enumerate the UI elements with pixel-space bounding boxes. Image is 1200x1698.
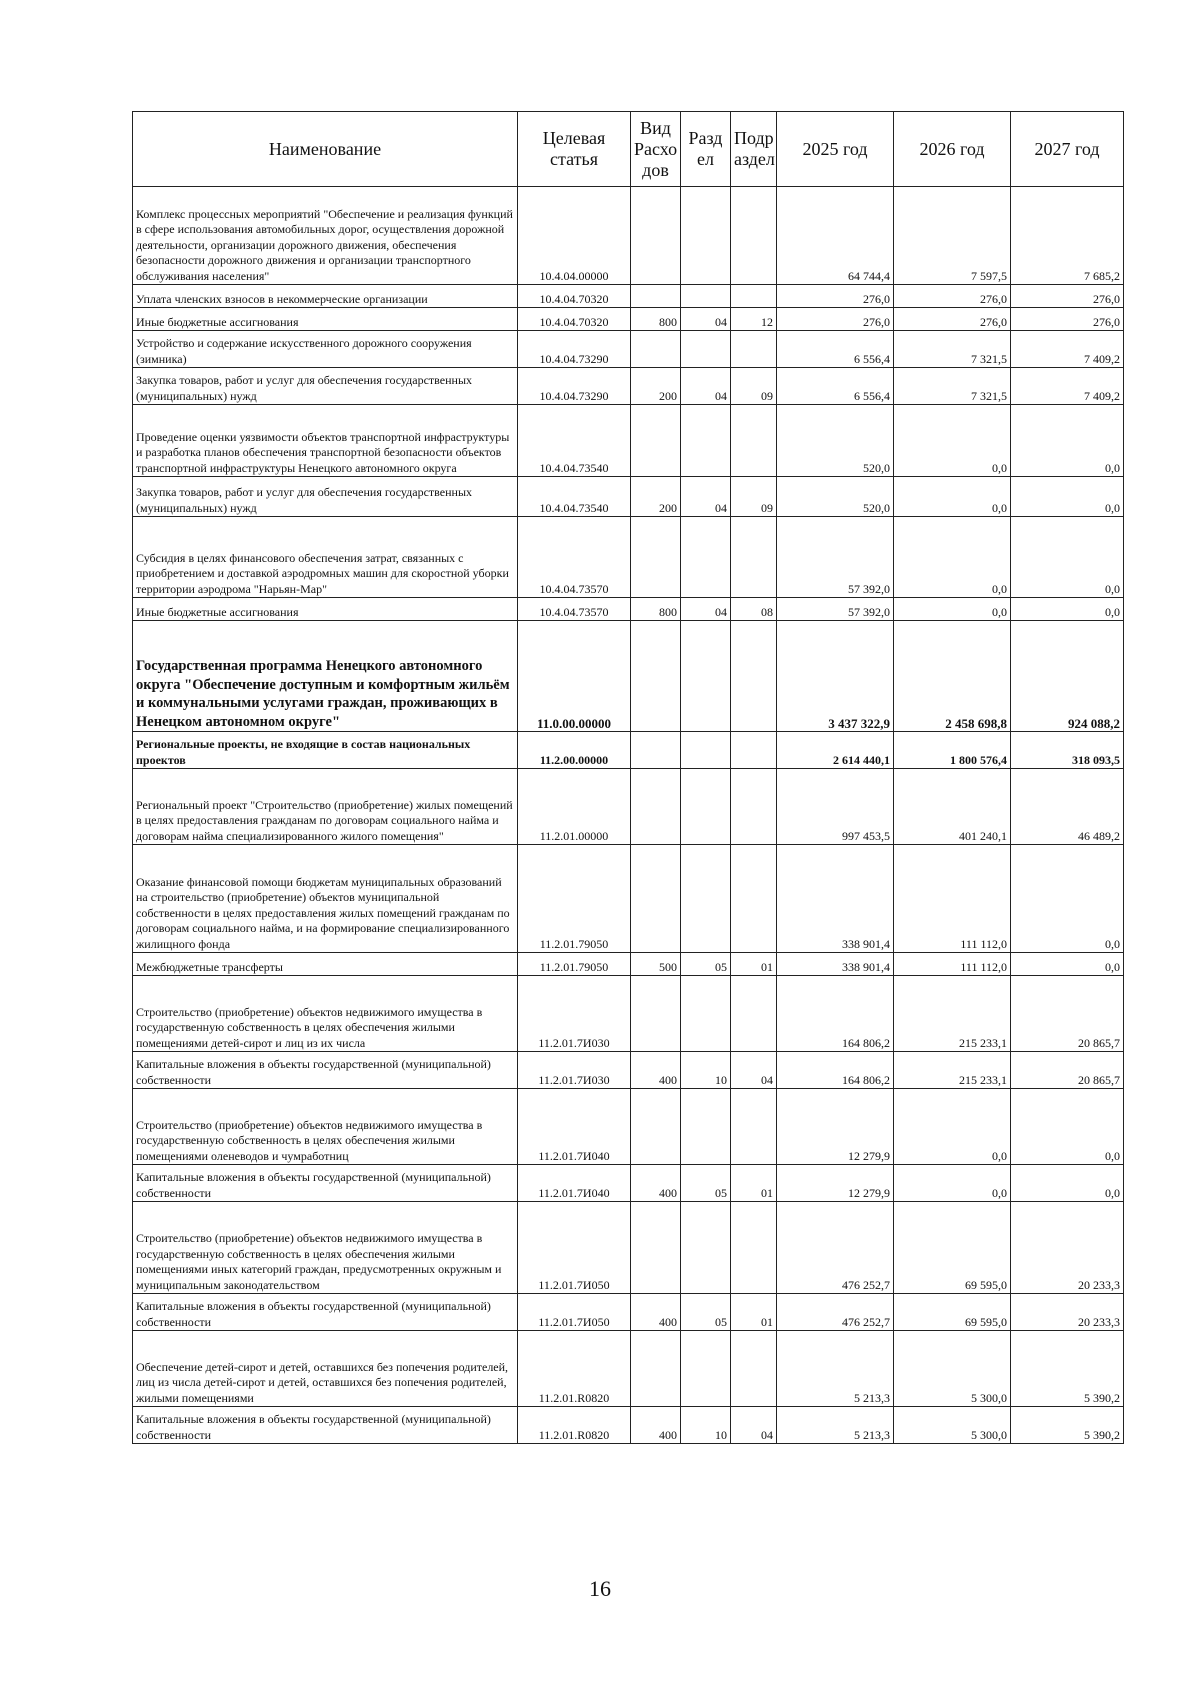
row-name: Региональные проекты, не входящие в состав национальных проектов <box>133 732 518 769</box>
row-name: Комплекс процессных мероприятий "Обеспечение и реализация функций в сфере использования автомобильных дорог, осуществления дорожной деятельности, организации дорожного движения, обеспечения безопасности дорожного движения и организации транспортного обслуживания населения" <box>133 187 518 285</box>
table-row <box>133 976 1124 1052</box>
table-row <box>133 517 1124 598</box>
budget-table <box>132 111 1124 1444</box>
row-value-2027: 7 409,2 <box>1011 331 1124 368</box>
row-target-article: 10.4.04.70320 <box>518 285 631 308</box>
row-section <box>681 769 731 845</box>
row-value-2025: 476 252,7 <box>777 1202 894 1294</box>
row-expense-type <box>631 769 681 845</box>
row-target-article: 11.2.01.7И040 <box>518 1165 631 1202</box>
row-value-2026: 7 597,5 <box>894 187 1011 285</box>
row-value-2025: 3 437 322,9 <box>777 621 894 732</box>
row-value-2027: 20 865,7 <box>1011 1052 1124 1089</box>
row-target-article: 11.2.01.7И050 <box>518 1294 631 1331</box>
header-expense-type: Вид Расхо дов <box>631 112 681 187</box>
table-row <box>133 405 1124 477</box>
header-target-article: Целевая статья <box>518 112 631 187</box>
row-target-article: 11.0.00.00000 <box>518 621 631 732</box>
row-value-2025: 57 392,0 <box>777 598 894 621</box>
row-value-2025: 6 556,4 <box>777 331 894 368</box>
row-section: 05 <box>681 1294 731 1331</box>
row-section <box>681 405 731 477</box>
row-value-2027: 5 390,2 <box>1011 1331 1124 1407</box>
row-value-2027: 0,0 <box>1011 1165 1124 1202</box>
header-2027: 2027 год <box>1011 112 1124 187</box>
row-name: Капитальные вложения в объекты государственной (муниципальной) собственности <box>133 1407 518 1444</box>
row-value-2025: 338 901,4 <box>777 845 894 953</box>
row-expense-type <box>631 1202 681 1294</box>
row-section <box>681 845 731 953</box>
row-value-2026: 276,0 <box>894 308 1011 331</box>
row-value-2025: 276,0 <box>777 285 894 308</box>
row-target-article: 11.2.01.7И030 <box>518 976 631 1052</box>
row-value-2026: 5 300,0 <box>894 1331 1011 1407</box>
row-value-2025: 164 806,2 <box>777 976 894 1052</box>
row-value-2026: 0,0 <box>894 405 1011 477</box>
row-value-2026: 0,0 <box>894 1089 1011 1165</box>
row-subsection: 01 <box>731 953 777 976</box>
row-section: 05 <box>681 953 731 976</box>
table-row <box>133 285 1124 308</box>
row-expense-type <box>631 405 681 477</box>
row-subsection <box>731 845 777 953</box>
page-number: 16 <box>589 1576 611 1601</box>
row-subsection <box>731 331 777 368</box>
row-value-2026: 215 233,1 <box>894 1052 1011 1089</box>
row-target-article: 10.4.04.70320 <box>518 308 631 331</box>
table-row <box>133 1202 1124 1294</box>
table-row <box>133 769 1124 845</box>
row-value-2026: 215 233,1 <box>894 976 1011 1052</box>
table-row <box>133 368 1124 405</box>
budget-table-container <box>132 111 1123 1444</box>
table-row <box>133 308 1124 331</box>
row-expense-type: 400 <box>631 1052 681 1089</box>
row-value-2027: 276,0 <box>1011 285 1124 308</box>
row-name: Субсидия в целях финансового обеспечения затрат, связанных с приобретением и доставкой аэродромных машин для скоростной уборки территории аэродрома "Нарьян-Мар" <box>133 517 518 598</box>
row-expense-type <box>631 1089 681 1165</box>
row-name: Закупка товаров, работ и услуг для обеспечения государственных (муниципальных) нужд <box>133 477 518 517</box>
row-value-2026: 5 300,0 <box>894 1407 1011 1444</box>
row-target-article: 10.4.04.73290 <box>518 368 631 405</box>
row-section: 10 <box>681 1407 731 1444</box>
row-expense-type: 200 <box>631 477 681 517</box>
row-target-article: 11.2.00.00000 <box>518 732 631 769</box>
row-expense-type <box>631 517 681 598</box>
row-section <box>681 331 731 368</box>
table-body <box>133 187 1124 1444</box>
row-value-2025: 520,0 <box>777 477 894 517</box>
row-subsection: 09 <box>731 477 777 517</box>
row-value-2026: 111 112,0 <box>894 845 1011 953</box>
row-subsection <box>731 732 777 769</box>
header-2025: 2025 год <box>777 112 894 187</box>
row-subsection: 04 <box>731 1407 777 1444</box>
row-expense-type <box>631 1331 681 1407</box>
row-expense-type: 400 <box>631 1407 681 1444</box>
row-subsection: 09 <box>731 368 777 405</box>
row-section: 05 <box>681 1165 731 1202</box>
row-target-article: 11.2.01.79050 <box>518 845 631 953</box>
table-row <box>133 331 1124 368</box>
row-name: Строительство (приобретение) объектов недвижимого имущества в государственную собственность в целях обеспечения жилыми помещениями детей-сирот и лиц из их числа <box>133 976 518 1052</box>
row-section <box>681 1331 731 1407</box>
table-row <box>133 1089 1124 1165</box>
row-expense-type <box>631 331 681 368</box>
header-name: Наименование <box>133 112 518 187</box>
row-expense-type: 800 <box>631 598 681 621</box>
row-subsection: 01 <box>731 1165 777 1202</box>
row-expense-type: 500 <box>631 953 681 976</box>
table-row <box>133 621 1124 732</box>
row-name: Обеспечение детей-сирот и детей, оставшихся без попечения родителей, лиц из числа детей-сирот и детей, оставшихся без попечения родителей, жилыми помещениями <box>133 1331 518 1407</box>
row-subsection <box>731 1331 777 1407</box>
row-name: Иные бюджетные ассигнования <box>133 598 518 621</box>
row-value-2027: 46 489,2 <box>1011 769 1124 845</box>
row-value-2027: 0,0 <box>1011 953 1124 976</box>
table-row <box>133 598 1124 621</box>
row-value-2026: 0,0 <box>894 598 1011 621</box>
row-value-2026: 7 321,5 <box>894 331 1011 368</box>
row-value-2025: 5 213,3 <box>777 1407 894 1444</box>
row-value-2027: 7 409,2 <box>1011 368 1124 405</box>
row-name: Уплата членских взносов в некоммерческие организации <box>133 285 518 308</box>
row-value-2027: 0,0 <box>1011 477 1124 517</box>
row-subsection: 01 <box>731 1294 777 1331</box>
row-target-article: 11.2.01.7И030 <box>518 1052 631 1089</box>
row-value-2025: 57 392,0 <box>777 517 894 598</box>
row-value-2026: 401 240,1 <box>894 769 1011 845</box>
row-subsection: 08 <box>731 598 777 621</box>
row-expense-type <box>631 285 681 308</box>
row-value-2025: 2 614 440,1 <box>777 732 894 769</box>
table-row <box>133 1052 1124 1089</box>
row-name: Иные бюджетные ассигнования <box>133 308 518 331</box>
row-value-2027: 20 233,3 <box>1011 1202 1124 1294</box>
row-value-2027: 0,0 <box>1011 405 1124 477</box>
row-value-2027: 0,0 <box>1011 517 1124 598</box>
row-value-2027: 0,0 <box>1011 845 1124 953</box>
row-expense-type <box>631 621 681 732</box>
row-value-2025: 520,0 <box>777 405 894 477</box>
table-row <box>133 477 1124 517</box>
row-value-2026: 0,0 <box>894 1165 1011 1202</box>
row-section: 04 <box>681 368 731 405</box>
row-name: Закупка товаров, работ и услуг для обеспечения государственных (муниципальных) нужд <box>133 368 518 405</box>
row-value-2026: 69 595,0 <box>894 1294 1011 1331</box>
row-name: Капитальные вложения в объекты государственной (муниципальной) собственности <box>133 1165 518 1202</box>
row-name: Строительство (приобретение) объектов недвижимого имущества в государственную собственность в целях обеспечения жилыми помещениями оленеводов и чумработниц <box>133 1089 518 1165</box>
row-value-2027: 7 685,2 <box>1011 187 1124 285</box>
row-expense-type: 200 <box>631 368 681 405</box>
row-section <box>681 187 731 285</box>
row-value-2025: 276,0 <box>777 308 894 331</box>
row-section <box>681 1202 731 1294</box>
row-value-2025: 997 453,5 <box>777 769 894 845</box>
row-subsection <box>731 285 777 308</box>
row-value-2027: 276,0 <box>1011 308 1124 331</box>
row-value-2026: 2 458 698,8 <box>894 621 1011 732</box>
table-row <box>133 732 1124 769</box>
row-value-2025: 6 556,4 <box>777 368 894 405</box>
row-name: Оказание финансовой помощи бюджетам муниципальных образований на строительство (приобретение) объектов муниципальной собственности в целях предоставления жилых помещений гражданам по договорам социального найма, и на формирование специализированного жилищного фонда <box>133 845 518 953</box>
table-row <box>133 187 1124 285</box>
row-expense-type: 800 <box>631 308 681 331</box>
row-section <box>681 285 731 308</box>
row-subsection <box>731 1089 777 1165</box>
row-target-article: 11.2.01.79050 <box>518 953 631 976</box>
row-value-2026: 0,0 <box>894 477 1011 517</box>
row-name: Региональный проект "Строительство (приобретение) жилых помещений в целях предоставления гражданам по договорам социального найма и договорам найма специализированного жилого помещения" <box>133 769 518 845</box>
row-subsection: 04 <box>731 1052 777 1089</box>
row-expense-type <box>631 732 681 769</box>
row-expense-type: 400 <box>631 1165 681 1202</box>
row-value-2026: 276,0 <box>894 285 1011 308</box>
row-value-2026: 69 595,0 <box>894 1202 1011 1294</box>
row-name: Строительство (приобретение) объектов недвижимого имущества в государственную собственность в целях обеспечения жилыми помещениями иных категорий граждан, предусмотренных окружным и муниципальным законодательством <box>133 1202 518 1294</box>
row-section <box>681 976 731 1052</box>
row-value-2026: 7 321,5 <box>894 368 1011 405</box>
row-subsection <box>731 1202 777 1294</box>
row-value-2025: 5 213,3 <box>777 1331 894 1407</box>
row-section <box>681 1089 731 1165</box>
row-name: Устройство и содержание искусственного дорожного сооружения (зимника) <box>133 331 518 368</box>
table-row <box>133 845 1124 953</box>
row-value-2026: 0,0 <box>894 517 1011 598</box>
row-value-2026: 1 800 576,4 <box>894 732 1011 769</box>
row-name: Межбюджетные трансферты <box>133 953 518 976</box>
table-row <box>133 953 1124 976</box>
table-row <box>133 1294 1124 1331</box>
row-subsection <box>731 621 777 732</box>
row-target-article: 10.4.04.73540 <box>518 477 631 517</box>
row-value-2025: 12 279,9 <box>777 1165 894 1202</box>
row-subsection <box>731 517 777 598</box>
row-section <box>681 732 731 769</box>
row-section: 10 <box>681 1052 731 1089</box>
header-section: Разд ел <box>681 112 731 187</box>
row-subsection <box>731 976 777 1052</box>
row-value-2027: 20 233,3 <box>1011 1294 1124 1331</box>
row-target-article: 11.2.01.R0820 <box>518 1407 631 1444</box>
row-name: Государственная программа Ненецкого автономного округа "Обеспечение доступным и комфортным жильём и коммунальными услугами граждан, проживающих в Ненецком автономном округе" <box>133 621 518 732</box>
row-section: 04 <box>681 598 731 621</box>
row-target-article: 10.4.04.73570 <box>518 598 631 621</box>
row-section: 04 <box>681 308 731 331</box>
header-2026: 2026 год <box>894 112 1011 187</box>
row-target-article: 11.2.01.R0820 <box>518 1331 631 1407</box>
table-row <box>133 1331 1124 1407</box>
row-expense-type <box>631 845 681 953</box>
row-section: 04 <box>681 477 731 517</box>
row-value-2025: 476 252,7 <box>777 1294 894 1331</box>
row-target-article: 10.4.04.73570 <box>518 517 631 598</box>
table-row <box>133 1165 1124 1202</box>
row-target-article: 10.4.04.73540 <box>518 405 631 477</box>
row-target-article: 11.2.01.7И040 <box>518 1089 631 1165</box>
row-expense-type <box>631 187 681 285</box>
row-subsection <box>731 405 777 477</box>
row-target-article: 11.2.01.7И050 <box>518 1202 631 1294</box>
row-target-article: 10.4.04.00000 <box>518 187 631 285</box>
row-value-2025: 338 901,4 <box>777 953 894 976</box>
row-subsection <box>731 187 777 285</box>
row-value-2027: 0,0 <box>1011 598 1124 621</box>
row-subsection <box>731 769 777 845</box>
table-header-row <box>133 112 1124 187</box>
row-target-article: 11.2.01.00000 <box>518 769 631 845</box>
row-value-2027: 5 390,2 <box>1011 1407 1124 1444</box>
row-value-2027: 924 088,2 <box>1011 621 1124 732</box>
row-value-2027: 318 093,5 <box>1011 732 1124 769</box>
row-subsection: 12 <box>731 308 777 331</box>
row-name: Проведение оценки уязвимости объектов транспортной инфраструктуры и разработка планов обеспечения транспортной безопасности объектов транспортной инфраструктуры Ненецкого автономного округа <box>133 405 518 477</box>
row-value-2025: 12 279,9 <box>777 1089 894 1165</box>
row-value-2027: 20 865,7 <box>1011 976 1124 1052</box>
table-row <box>133 1407 1124 1444</box>
row-target-article: 10.4.04.73290 <box>518 331 631 368</box>
row-name: Капитальные вложения в объекты государственной (муниципальной) собственности <box>133 1294 518 1331</box>
row-expense-type <box>631 976 681 1052</box>
row-value-2026: 111 112,0 <box>894 953 1011 976</box>
row-value-2027: 0,0 <box>1011 1089 1124 1165</box>
header-subsection: Подр аздел <box>731 112 777 187</box>
row-expense-type: 400 <box>631 1294 681 1331</box>
row-name: Капитальные вложения в объекты государственной (муниципальной) собственности <box>133 1052 518 1089</box>
row-section <box>681 621 731 732</box>
row-section <box>681 517 731 598</box>
row-value-2025: 164 806,2 <box>777 1052 894 1089</box>
row-value-2025: 64 744,4 <box>777 187 894 285</box>
